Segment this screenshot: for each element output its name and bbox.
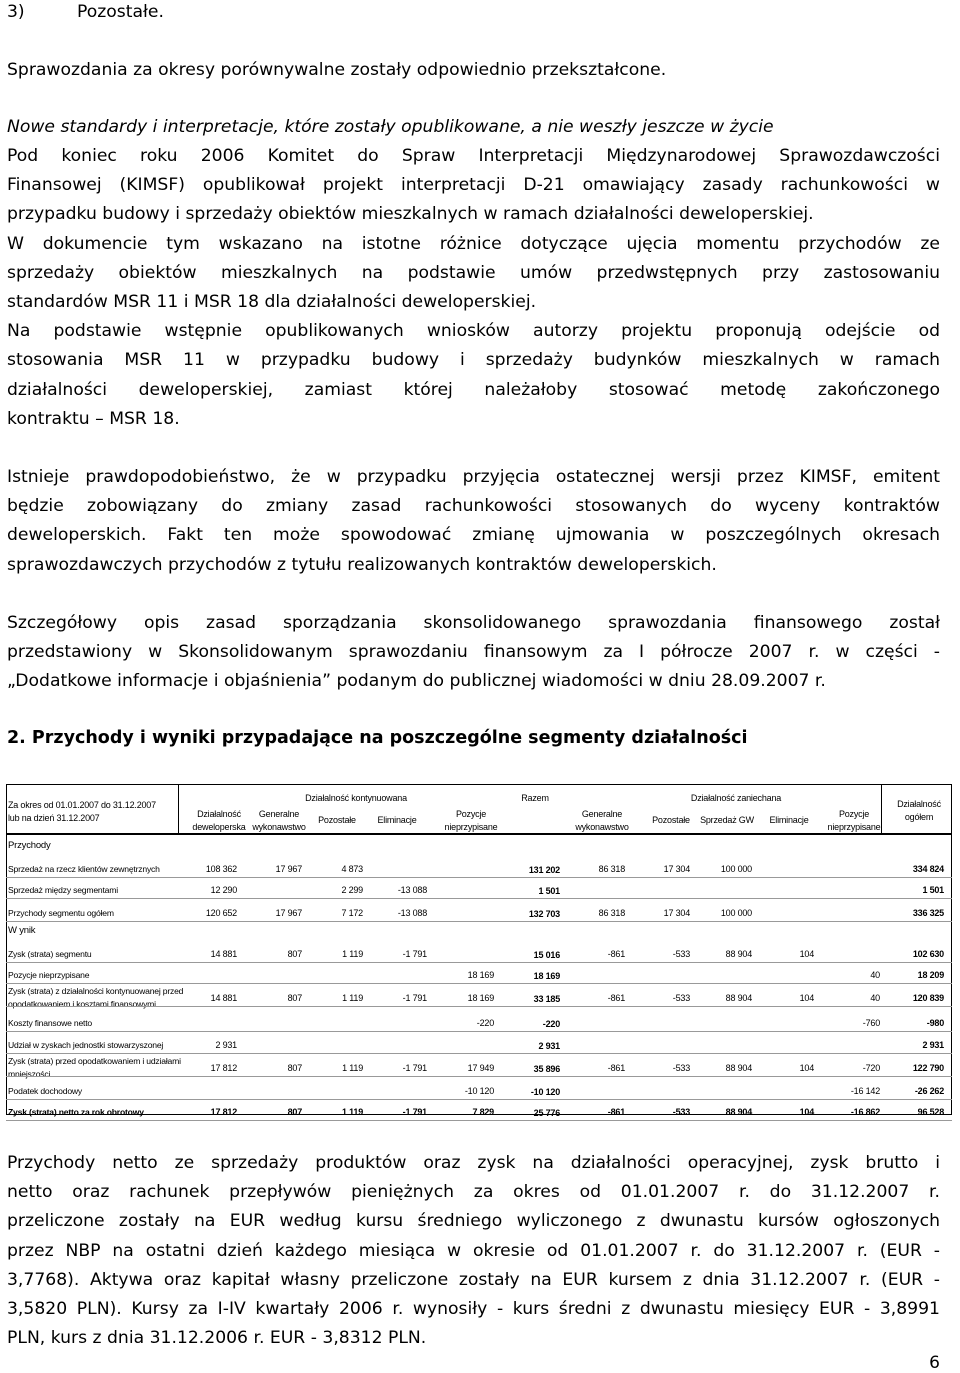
- heading-number: 2.: [7, 728, 26, 748]
- segments-heading: [7, 728, 748, 748]
- table-cell: 100 000: [720, 908, 752, 918]
- table-cell: 1 119: [342, 949, 363, 959]
- table-cell: 2 931: [922, 1040, 944, 1050]
- table-cell: -1 791: [402, 993, 427, 1003]
- group-continued: Działalność kontynuowana: [305, 793, 407, 803]
- paragraph-kimsf: [7, 142, 940, 434]
- row-divider: [6, 1076, 952, 1077]
- paragraph-line: kontraktu – MSR 18.: [7, 408, 180, 429]
- column-header: deweloperska: [192, 822, 246, 832]
- table-cell: 7 829: [472, 1107, 494, 1117]
- table-cell: 334 824: [912, 864, 944, 874]
- table-header-divider: [178, 784, 179, 834]
- table-cell: 88 904: [725, 1063, 752, 1073]
- table-cell: -533: [672, 1063, 690, 1073]
- table-cell: 7 172: [341, 908, 363, 918]
- paragraph-line: „Dodatkowe informacje i objaśnienia” podanym do publicznej wiadomości w dniu 28.09.2007 r.: [7, 671, 826, 692]
- paragraph-line: deweloperskich. Fakt ten może spowodować zmianę ujmowania w poszczególnych okresach: [7, 525, 940, 546]
- table-cell: -861: [607, 1107, 625, 1117]
- paragraph-line: sprawozdawczych przychodów z tytułu realizowanych kontraktów deweloperskich.: [7, 554, 717, 575]
- paragraph-line: stosowania MSR 11 w przypadku budowy i sprzedaży budynków mieszkalnych w ramach: [7, 350, 940, 371]
- table-cell: 120 652: [205, 908, 237, 918]
- row-label: mniejszości: [8, 1069, 51, 1079]
- paragraph-line: W dokumencie tym wskazano na istotne różnice dotyczące ujęcia momentu przychodów ze: [7, 233, 940, 254]
- paragraph-restated: [7, 56, 940, 85]
- column-header: nieprzypisane: [444, 822, 498, 832]
- row-label: Przychody segmentu ogółem: [8, 908, 114, 918]
- table-cell: -760: [862, 1018, 880, 1028]
- table-cell: 14 881: [210, 993, 237, 1003]
- paragraph-line: Szczegółowy opis zasad sporządzania skonsolidowanego sprawozdania finansowego został: [7, 613, 940, 633]
- table-cell: 2 299: [341, 885, 363, 895]
- table-cell: 102 630: [912, 949, 944, 959]
- heading-line: Nowe standardy i interpretacje, które zostały opublikowane, a nie weszły jeszcze w życie: [7, 117, 774, 137]
- table-cell: 336 325: [912, 908, 944, 918]
- row-label: opodatkowaniem i kosztami finansowymi: [8, 999, 156, 1009]
- row-divider: [6, 1120, 952, 1121]
- row-divider: [6, 877, 952, 878]
- paragraph-line: będzie zobowiązany do zmiany zasad rachunkowości stosowanych do wyceny kontraktów: [7, 496, 940, 517]
- group-total: Razem: [521, 793, 549, 803]
- paragraph-line: PLN, kurs z dnia 31.12.2006 r. EUR - 3,8312 PLN.: [7, 1328, 427, 1349]
- table-cell: 1 119: [342, 1063, 363, 1073]
- paragraph-line: przypadku budowy i sprzedaży obiektów mieszkalnych w ramach działalności deweloperskiej.: [7, 204, 814, 225]
- section-revenue: Przychody: [8, 840, 51, 851]
- section-title: Pozostałe.: [77, 2, 164, 22]
- table-cell: -10 120: [464, 1086, 494, 1096]
- table-cell: 1 501: [922, 885, 944, 895]
- row-divider: [6, 921, 952, 922]
- table-cell: -861: [607, 993, 625, 1003]
- column-header: Pozycje: [838, 809, 870, 819]
- row-divider: [6, 1031, 952, 1032]
- table-cell: 131 202: [528, 865, 560, 875]
- column-header: wykonawstwo: [575, 822, 629, 832]
- table-cell: -220: [476, 1018, 494, 1028]
- group-all: ogółem: [904, 812, 934, 822]
- new-standards-heading: [7, 113, 940, 142]
- table-cell: 17 967: [275, 864, 302, 874]
- period-label: lub na dzień 31.12.2007: [8, 813, 100, 823]
- table-cell: 18 169: [467, 970, 494, 980]
- page-number: 6: [929, 1353, 940, 1373]
- column-header: nieprzypisane: [827, 822, 881, 832]
- table-cell: -1 791: [402, 1063, 427, 1073]
- heading-title: Przychody i wyniki przypadające na poszczególne segmenty działalności: [31, 728, 748, 748]
- row-divider: [6, 898, 952, 899]
- segments-table: [6, 784, 952, 1118]
- table-cell: 17 949: [467, 1063, 494, 1073]
- paragraph-line: netto oraz rachunek przepływów pieniężnych za okres od 01.01.2007 r. do 31.12.2007 r.: [7, 1182, 940, 1203]
- group-discontinued: Działalność zaniechana: [690, 793, 782, 803]
- table-cell: 104: [799, 1107, 814, 1117]
- table-cell: 86 318: [598, 864, 625, 874]
- column-header: Generalne: [581, 809, 623, 819]
- section-result: W ynik: [8, 925, 36, 936]
- table-cell: -533: [672, 949, 690, 959]
- table-cell: -16 862: [850, 1107, 880, 1117]
- period-label: Za okres od 01.01.2007 do 31.12.2007: [8, 800, 156, 810]
- paragraph-line: Finansowej (KIMSF) opublikował projekt interpretacji D-21 omawiający zasady rachunkowości w: [7, 175, 940, 196]
- column-header: Generalne: [258, 809, 300, 819]
- table-cell: 1 501: [538, 886, 560, 896]
- column-header: Pozycje: [455, 809, 487, 819]
- table-cell: -10 120: [530, 1087, 560, 1097]
- section-number: [7, 2, 164, 22]
- table-cell: 104: [799, 993, 814, 1003]
- row-label: Podatek dochodowy: [8, 1086, 82, 1096]
- table-cell: -720: [862, 1063, 880, 1073]
- table-cell: 40: [870, 970, 880, 980]
- paragraph-line: przedstawiony w Skonsolidowanym sprawozdaniu finansowym za I półrocze 2007 r. w części -: [7, 642, 940, 663]
- paragraph-line: standardów MSR 11 i MSR 18 dla działalności deweloperskiej.: [7, 292, 537, 313]
- table-cell: 807: [287, 993, 302, 1003]
- row-divider: [6, 1053, 952, 1054]
- table-cell: -980: [926, 1018, 944, 1028]
- paragraph-details: [7, 609, 940, 697]
- table-cell: 18 169: [467, 993, 494, 1003]
- column-header: Pozostałe: [318, 815, 356, 825]
- table-cell: 12 290: [210, 885, 237, 895]
- table-cell: -220: [542, 1019, 560, 1029]
- table-cell: -1 791: [402, 1107, 427, 1117]
- table-cell: -13 088: [397, 908, 427, 918]
- table-cell: 132 703: [528, 909, 560, 919]
- paragraph-line: Pod koniec roku 2006 Komitet do Spraw Interpretacji Międzynarodowej Sprawozdawczości: [7, 146, 940, 166]
- table-cell: 17 967: [275, 908, 302, 918]
- row-label: Sprzedaż między segmentami: [8, 885, 118, 895]
- table-cell: 1 119: [342, 993, 363, 1003]
- paragraph-line: przez NBP na ostatni dzień każdego miesiąca w okresie od 01.01.2007 r. do 31.12.2007 r. (EUR -: [7, 1240, 940, 1261]
- table-cell: 100 000: [720, 864, 752, 874]
- paragraph-line: 3,5820 PLN). Kursy za I-IV kwartały 2006 r. wynosiły - kurs średni z dwunastu miesięcy EUR - 3,8991: [7, 1299, 940, 1320]
- column-header: wykonawstwo: [252, 822, 306, 832]
- table-cell: 35 896: [533, 1064, 560, 1074]
- row-label: Koszty finansowe netto: [8, 1018, 92, 1028]
- paragraph-line: Istnieje prawdopodobieństwo, że w przypadku przyjęcia ostatecznej wersji przez KIMSF, emitent: [7, 467, 940, 487]
- table-cell: 96 528: [917, 1107, 944, 1117]
- table-cell: 807: [287, 1107, 302, 1117]
- table-cell: -13 088: [397, 885, 427, 895]
- table-cell: 17 304: [663, 908, 690, 918]
- column-header: Pozostałe: [652, 815, 690, 825]
- table-cell: -533: [672, 993, 690, 1003]
- table-cell: -16 142: [850, 1086, 880, 1096]
- row-label: Zysk (strata) przed opodatkowaniem i udziałami: [8, 1056, 181, 1066]
- row-label: Udział w zyskach jednostki stowarzyszonej: [8, 1040, 164, 1050]
- table-cell: -533: [672, 1107, 690, 1117]
- paragraph-line: przeliczone zostały na EUR według kursu średniego wyliczonego z dwunastu kursów ogłoszonych: [7, 1211, 940, 1232]
- table-cell: -861: [607, 1063, 625, 1073]
- table-cell: 807: [287, 949, 302, 959]
- paragraph-probability: [7, 463, 940, 580]
- table-cell: 88 904: [725, 993, 752, 1003]
- row-label: Pozycje nieprzypisane: [8, 970, 90, 980]
- table-cell: 4 873: [341, 864, 363, 874]
- table-cell: 88 904: [725, 1107, 752, 1117]
- row-divider: [6, 1099, 952, 1100]
- table-cell: 18 169: [533, 971, 560, 981]
- table-cell: 2 931: [215, 1040, 237, 1050]
- column-header: Działalność: [197, 809, 241, 819]
- table-cell: -26 262: [914, 1086, 944, 1096]
- paragraph-eur: [7, 1149, 940, 1353]
- table-cell: -861: [607, 949, 625, 959]
- paragraph-line: Na podstawie wstępnie opublikowanych wniosków autorzy projektu proponują odejście od: [7, 321, 940, 342]
- row-label: Zysk (strata) segmentu: [8, 949, 92, 959]
- table-cell: 15 016: [533, 950, 560, 960]
- group-all: Działalność: [897, 799, 941, 809]
- table-cell: 33 185: [533, 994, 560, 1004]
- table-cell: 86 318: [598, 908, 625, 918]
- table-cell: 14 881: [210, 949, 237, 959]
- table-cell: 40: [870, 993, 880, 1003]
- table-cell: 17 812: [210, 1063, 237, 1073]
- row-divider: [6, 962, 952, 963]
- table-cell: 17 812: [210, 1107, 237, 1117]
- table-cell: 122 790: [912, 1063, 944, 1073]
- table-cell: 807: [287, 1063, 302, 1073]
- column-header: Eliminacje: [377, 815, 417, 825]
- table-cell: 17 304: [663, 864, 690, 874]
- section-number-label: 3): [7, 2, 25, 22]
- table-cell: 120 839: [912, 993, 944, 1003]
- row-label: Zysk (strata) z działalności kontynuowanej przed: [8, 986, 184, 996]
- table-cell: 104: [799, 949, 814, 959]
- paragraph-line: działalności deweloperskiej, zamiast której należałoby stosować metodę zakończonego: [7, 379, 940, 400]
- table-cell: 104: [799, 1063, 814, 1073]
- paragraph-line: 3,7768). Aktywa oraz kapitał własny przeliczone zostały na EUR kursem z dnia 31.12.2007 r. (EUR -: [7, 1269, 940, 1290]
- table-cell: 2 931: [538, 1041, 560, 1051]
- paragraph-line: Sprawozdania za okresy porównywalne zostały odpowiednio przekształcone.: [7, 60, 667, 80]
- column-header: Eliminacje: [769, 815, 809, 825]
- paragraph-line: Przychody netto ze sprzedaży produktów oraz zysk na działalności operacyjnej, zysk brutto i: [7, 1153, 940, 1173]
- row-label: Sprzedaż na rzecz klientów zewnętrznych: [8, 864, 160, 874]
- table-cell: 25 776: [533, 1108, 560, 1118]
- table-cell: -1 791: [402, 949, 427, 959]
- table-cell: 18 209: [917, 970, 944, 980]
- table-cell: 1 119: [341, 1107, 363, 1117]
- row-divider: [6, 1006, 952, 1007]
- row-label: Zysk (strata) netto za rok obrotowy: [8, 1107, 144, 1117]
- table-cell: 108 362: [205, 864, 237, 874]
- row-divider: [6, 983, 952, 984]
- table-cell: 88 904: [725, 949, 752, 959]
- paragraph-line: sprzedaży obiektów mieszkalnych na podstawie umów przedwstępnych przy zastosowaniu: [7, 262, 940, 283]
- column-header: Sprzedaż GW: [700, 815, 754, 825]
